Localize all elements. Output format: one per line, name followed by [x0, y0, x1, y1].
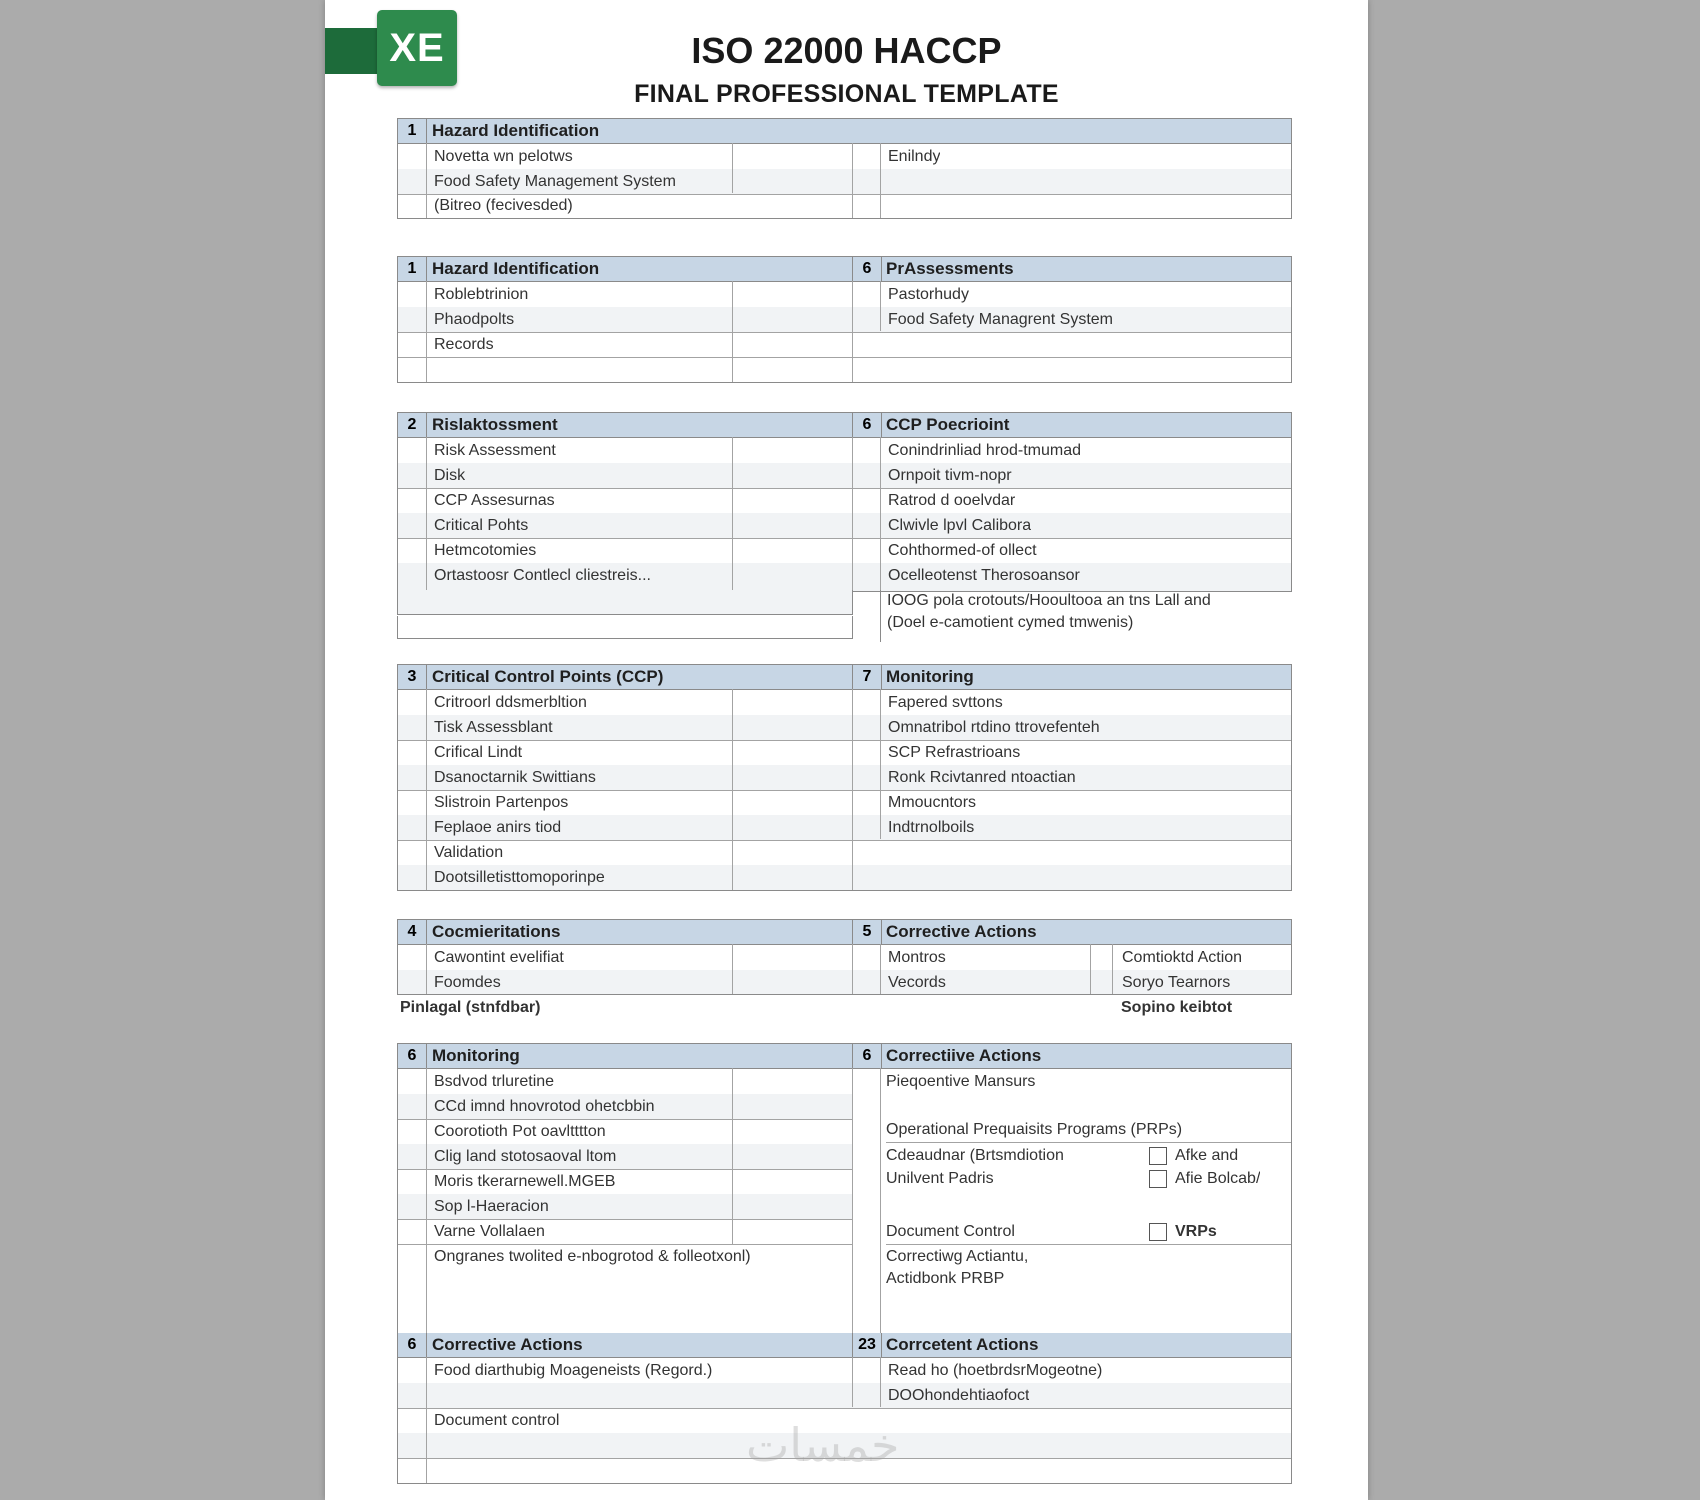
section-communications — [397, 919, 1292, 995]
section-title: Cocmieritations — [432, 922, 561, 941]
table-cell: Omnatribol rtdino ttrovefenteh — [888, 719, 1100, 736]
section-title: Corrective Actions — [886, 922, 1037, 941]
section-number: 2 — [398, 413, 427, 437]
table-cell: Montros — [888, 949, 946, 966]
table-cell: Ronk Rcivtanred ntoactian — [888, 769, 1076, 786]
column-divider — [426, 944, 427, 994]
section-number: 1 — [398, 257, 427, 281]
section-header — [398, 1044, 1291, 1069]
table-cell: Cawontint evelifiat — [434, 949, 564, 966]
footer-note: Sopino keibtot — [1121, 999, 1233, 1016]
section-header — [398, 257, 1291, 282]
column-divider — [426, 1357, 427, 1483]
column-divider — [880, 590, 881, 642]
table-cell: Critical Pohts — [434, 517, 529, 534]
note-text: IOOG pola crotouts/Hooultooa an tns Lall and — [887, 592, 1211, 609]
column-divider — [880, 281, 881, 331]
table-cell: Dootsilletisttomoporinpe — [434, 869, 605, 886]
column-divider — [732, 281, 733, 382]
column-divider — [1112, 944, 1113, 994]
table-cell: Bsdvod trluretine — [434, 1073, 555, 1090]
section-title: Corrective Actions — [432, 1335, 583, 1354]
table-cell: Vecords — [888, 974, 946, 991]
table-row — [398, 332, 1291, 358]
table-cell: Document Control — [886, 1219, 1291, 1245]
table-cell: Ortastoosr Contlecl cliestreis... — [434, 567, 651, 584]
table-cell: DOOhondehtiaofoct — [888, 1387, 1030, 1404]
column-divider — [732, 1068, 733, 1244]
table-cell: Varne Vollalaen — [434, 1223, 545, 1240]
column-divider — [880, 689, 881, 839]
checkbox[interactable] — [1149, 1147, 1167, 1165]
section-hazard-identification-1 — [397, 118, 1292, 219]
document-title: ISO 22000 HACCP — [691, 30, 1002, 71]
table-cell: Crifical Lindt — [434, 744, 523, 761]
section-title: Critical Control Points (CCP) — [432, 667, 664, 686]
column-divider — [880, 1357, 881, 1407]
section-header — [398, 119, 1291, 144]
table-cell: Comtioktd Action — [1122, 949, 1243, 966]
column-divider — [732, 689, 733, 890]
table-cell: SCP Refrastrioans — [888, 744, 1021, 761]
table-cell: (Bitreo (fecivesded) — [434, 197, 573, 214]
table-cell: Records — [434, 336, 494, 353]
checkbox-label: Afie Bolcab/ — [1175, 1170, 1261, 1187]
table-cell: Hetmcotomies — [434, 542, 537, 559]
table-row — [398, 307, 1291, 333]
section-number: 6 — [398, 1044, 427, 1068]
excel-icon: XE — [377, 10, 457, 86]
section-header — [398, 413, 1291, 438]
table-cell: Slistroin Partenpos — [434, 794, 569, 811]
table-cell: Tisk Assessblant — [434, 719, 553, 736]
column-divider — [852, 281, 853, 382]
table-cell: Cdeaudnar (Brtsmdiotion — [886, 1147, 1064, 1164]
table-cell: Actidbonk PRBP — [886, 1270, 1005, 1287]
column-divider — [852, 143, 853, 218]
table-cell: Correctiwg Actiantu, — [886, 1248, 1029, 1265]
checkbox-label: Afke and — [1175, 1147, 1239, 1164]
section-monitoring — [397, 1043, 1292, 1335]
table-cell: Novetta wn pelotws — [434, 148, 573, 165]
section-number: 3 — [398, 665, 427, 689]
table-cell: Conindrinliad hrod-tmumad — [888, 442, 1081, 459]
table-cell: Disk — [434, 467, 466, 484]
table-cell: Moris tkerarnewell.MGEB — [434, 1173, 616, 1190]
section-header — [398, 665, 1291, 690]
section-title: Monitoring — [432, 1046, 520, 1065]
section-critical-control-points — [397, 664, 1292, 891]
column-divider — [426, 437, 427, 591]
section-header — [398, 1333, 1291, 1358]
table-row — [398, 513, 1291, 539]
table-row — [397, 590, 853, 615]
section-number: 23 — [852, 1333, 882, 1357]
footer-note: Pinlagal (stnfdbar) — [400, 999, 541, 1016]
table-row — [397, 616, 853, 639]
section-title: Hazard Identification — [432, 121, 600, 140]
section-number: 5 — [852, 920, 882, 944]
section-title: Corrcetent Actions — [886, 1335, 1039, 1354]
table-cell: CCP Assesurnas — [434, 492, 555, 509]
column-divider — [880, 437, 881, 591]
table-cell: Cohthormed-of ollect — [888, 542, 1037, 559]
section-number: 4 — [398, 920, 427, 944]
table-cell: Phaodpolts — [434, 311, 515, 328]
table-cell: Read ho (hoetbrdsrMogeotne) — [888, 1362, 1103, 1379]
table-cell: Indtrnolboils — [888, 819, 975, 836]
section-risk-assessment — [397, 412, 1292, 592]
table-cell: Critroorl ddsmerbltion — [434, 694, 587, 711]
table-cell: Foomdes — [434, 974, 501, 991]
note-text: (Doel e-camotient cymed tmwenis) — [887, 614, 1134, 631]
table-cell: Food Safety Management System — [434, 173, 676, 190]
table-cell: Validation — [434, 844, 504, 861]
column-divider — [732, 143, 733, 193]
table-cell: Dsanoctarnik Swittians — [434, 769, 596, 786]
column-divider — [880, 1068, 881, 1334]
section-number: 6 — [852, 413, 882, 437]
table-cell: Pastorhudy — [888, 286, 969, 303]
table-cell: Soryo Tearnors — [1122, 974, 1231, 991]
column-divider — [426, 1068, 427, 1334]
table-cell: Ratrod d ooelvdar — [888, 492, 1016, 509]
checkbox[interactable] — [1149, 1170, 1167, 1188]
section-title: Rislaktossment — [432, 415, 558, 434]
section-title: Correctiive Actions — [886, 1046, 1042, 1065]
table-cell: Ocelleotenst Therosoansor — [888, 567, 1080, 584]
table-row — [398, 1383, 1291, 1409]
section-title: Hazard Identification — [432, 259, 600, 278]
table-cell: Ongranes twolited e-nbogrotod & folleotxonl) — [434, 1248, 751, 1265]
watermark: خمسات — [746, 1418, 900, 1472]
column-divider — [852, 944, 853, 994]
column-divider — [732, 944, 733, 994]
checkbox-label: VRPs — [1175, 1223, 1217, 1240]
section-number: 7 — [852, 665, 882, 689]
column-divider — [426, 143, 427, 218]
table-cell: Feplaoe anirs tiod — [434, 819, 562, 836]
section-number: 6 — [852, 1044, 882, 1068]
column-divider — [880, 143, 881, 218]
table-cell: Sop l-Haeracion — [434, 1198, 549, 1215]
table-cell: Coorotioth Pot oavltttton — [434, 1123, 606, 1140]
table-cell: Operational Prequaisits Programs (PRPs) — [886, 1117, 1291, 1143]
column-divider — [852, 689, 853, 890]
section-title: PrAssessments — [886, 259, 1014, 278]
column-divider — [426, 689, 427, 890]
column-divider — [732, 437, 733, 591]
table-cell: Food Safety Managrent System — [888, 311, 1113, 328]
document-subtitle: FINAL PROFESSIONAL TEMPLATE — [634, 80, 1059, 108]
checkbox[interactable] — [1149, 1223, 1167, 1241]
table-cell: Roblebtrinion — [434, 286, 529, 303]
table-cell: Food diarthubig Moageneists (Regord.) — [434, 1362, 713, 1379]
table-cell: Unilvent Padris — [886, 1170, 994, 1187]
column-divider — [426, 281, 427, 382]
section-header — [398, 920, 1291, 945]
table-cell: Risk Assessment — [434, 442, 556, 459]
table-cell: Mmoucntors — [888, 794, 977, 811]
table-cell: CCd imnd hnovrotod ohetcbbin — [434, 1098, 655, 1115]
table-row — [398, 282, 1291, 308]
section-number: 6 — [852, 257, 882, 281]
table-row — [398, 740, 1291, 766]
section-title: Monitoring — [886, 667, 974, 686]
table-cell: Clig land stotosaoval ltom — [434, 1148, 617, 1165]
table-row — [398, 840, 1291, 866]
column-divider — [880, 944, 881, 994]
table-cell: Enilndy — [888, 148, 941, 165]
section-hazard-identification-2 — [397, 256, 1292, 383]
table-row — [398, 463, 1291, 489]
table-cell: Ornpoit tivm-nopr — [888, 467, 1012, 484]
table-cell: Clwivle lpvl Calibora — [888, 517, 1032, 534]
table-cell: Pieqoentive Mansurs — [886, 1073, 1036, 1090]
section-number: 1 — [398, 119, 427, 143]
column-divider — [852, 437, 853, 591]
column-divider — [852, 1357, 853, 1407]
column-divider — [1090, 944, 1091, 994]
table-cell: Fapered svttons — [888, 694, 1003, 711]
table-cell: Document control — [434, 1412, 560, 1429]
column-divider — [852, 1068, 853, 1334]
section-number: 6 — [398, 1333, 427, 1357]
section-title: CCP Poecrioint — [886, 415, 1010, 434]
